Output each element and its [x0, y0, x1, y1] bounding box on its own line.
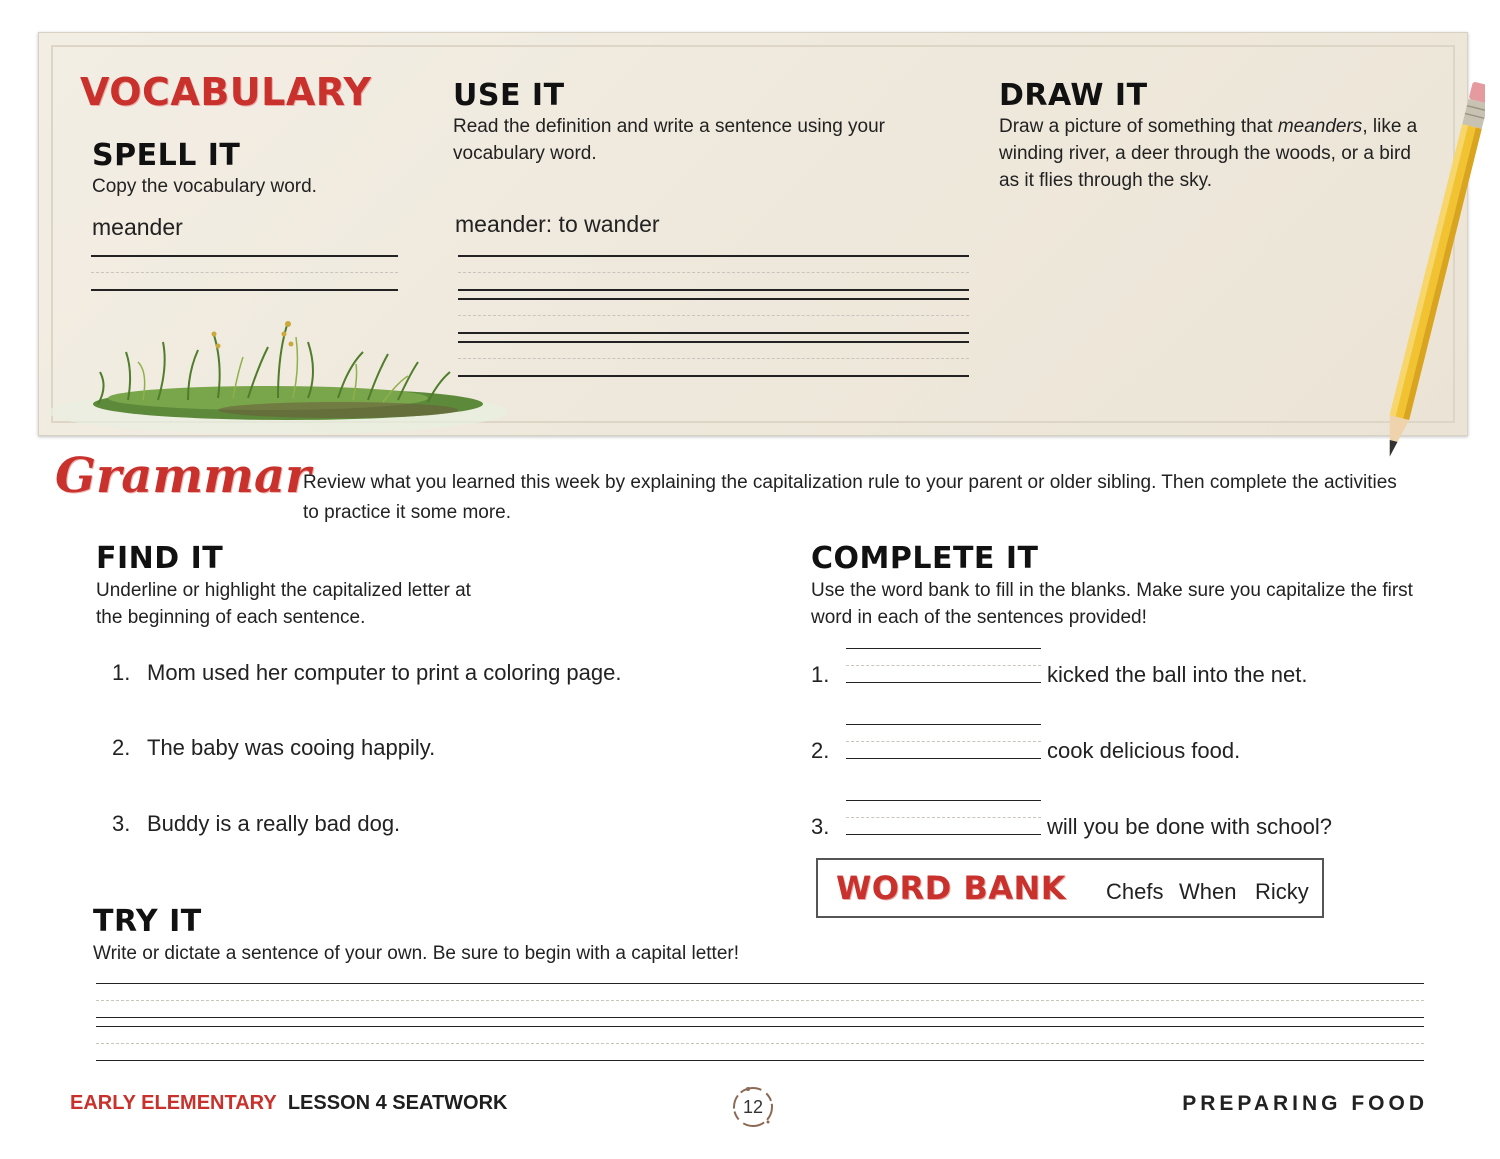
- writing-line[interactable]: [96, 983, 1424, 984]
- word-bank-word: Ricky: [1255, 879, 1309, 904]
- try-it-instruction: Write or dictate a sentence of your own. Be sure to begin with a capital letter!: [93, 943, 739, 964]
- footer-level: EARLY ELEMENTARY: [70, 1092, 277, 1114]
- writing-guide-line: [458, 272, 969, 273]
- writing-line[interactable]: [458, 375, 969, 377]
- blank-line[interactable]: [846, 724, 1041, 725]
- writing-line[interactable]: [458, 255, 969, 257]
- word-bank-word: Chefs: [1106, 879, 1164, 904]
- pencil-illustration: [1385, 70, 1485, 480]
- grammar-title: Grammar: [55, 448, 311, 504]
- drawing-area[interactable]: [999, 200, 1379, 400]
- blank-guide-line: [846, 665, 1041, 666]
- writing-line[interactable]: [91, 255, 398, 257]
- spell-it-instruction: Copy the vocabulary word.: [92, 176, 317, 197]
- draw-it-instruction: [999, 113, 1429, 194]
- blank-line[interactable]: [846, 834, 1041, 835]
- blank-line[interactable]: [846, 682, 1041, 683]
- find-it-item-number: 3.: [112, 811, 131, 836]
- grammar-intro: Review what you learned this week by explaining the capitalization rule to your parent or older sibling. Then complete the activities to practice it some more.: [303, 472, 1397, 523]
- footer-lesson: LESSON 4 SEATWORK: [287, 1092, 508, 1114]
- find-it-item-number: 2.: [112, 735, 131, 760]
- complete-it-item-number: 2.: [811, 738, 830, 763]
- page-number: 12: [742, 1097, 764, 1117]
- writing-line[interactable]: [458, 289, 969, 291]
- writing-guide-line: [91, 272, 398, 273]
- complete-it-sentence: kicked the ball into the net.: [1047, 662, 1308, 687]
- draw-it-instruction-part: Draw a picture of something that: [999, 116, 1278, 137]
- complete-it-sentence: cook delicious food.: [1047, 738, 1241, 763]
- word-bank-label: WORD BANK: [836, 869, 1067, 907]
- find-it-sentence[interactable]: Mom used her computer to print a coloring page.: [147, 660, 622, 685]
- writing-guide-line: [458, 315, 969, 316]
- footer-lesson-label: [70, 1092, 507, 1115]
- writing-line[interactable]: [96, 1060, 1424, 1061]
- blank-line[interactable]: [846, 648, 1041, 649]
- writing-guide-line: [96, 1000, 1424, 1001]
- draw-it-instruction-part: , like a winding river, a deer through the woods, or a bird as it flies through the sky.: [999, 116, 1418, 191]
- find-it-heading: FIND IT: [96, 541, 224, 576]
- find-it-sentence[interactable]: The baby was cooing happily.: [147, 735, 436, 760]
- find-it-sentence[interactable]: Buddy is a really bad dog.: [147, 811, 401, 836]
- blank-line[interactable]: [846, 800, 1041, 801]
- writing-line[interactable]: [458, 341, 969, 343]
- find-it-item-number: 1.: [112, 660, 131, 685]
- draw-it-heading: DRAW IT: [999, 78, 1148, 113]
- find-it-instruction: Underline or highlight the capitalized letter at the beginning of each sentence.: [96, 580, 471, 628]
- word-bank-word: When: [1179, 879, 1237, 904]
- use-it-definition: meander: to wander: [455, 211, 660, 237]
- writing-line[interactable]: [96, 1026, 1424, 1027]
- try-it-heading: TRY IT: [93, 904, 202, 939]
- writing-line[interactable]: [458, 298, 969, 300]
- writing-line[interactable]: [458, 332, 969, 334]
- draw-it-emphasis: meanders: [1277, 116, 1363, 137]
- writing-line[interactable]: [91, 289, 398, 291]
- complete-it-item-number: 1.: [811, 662, 830, 687]
- complete-it-instruction: Use the word bank to fill in the blanks. Make sure you capitalize the first word in each of the sentences provided!: [811, 580, 1413, 628]
- complete-it-heading: COMPLETE IT: [811, 541, 1039, 576]
- blank-line[interactable]: [846, 758, 1041, 759]
- blank-guide-line: [846, 741, 1041, 742]
- footer-unit-title: PREPARING FOOD: [1182, 1092, 1428, 1115]
- writing-guide-line: [458, 358, 969, 359]
- spell-it-word: meander: [92, 214, 183, 240]
- writing-line[interactable]: [96, 1017, 1424, 1018]
- complete-it-sentence: will you be done with school?: [1047, 814, 1332, 839]
- blank-guide-line: [846, 817, 1041, 818]
- vocabulary-title: VOCABULARY: [80, 70, 372, 114]
- writing-guide-line: [96, 1043, 1424, 1044]
- spell-it-heading: SPELL IT: [92, 138, 241, 173]
- complete-it-item-number: 3.: [811, 814, 830, 839]
- use-it-heading: USE IT: [453, 78, 565, 113]
- use-it-instruction: Read the definition and write a sentence using your vocabulary word.: [453, 116, 885, 164]
- grass-illustration: [38, 312, 518, 438]
